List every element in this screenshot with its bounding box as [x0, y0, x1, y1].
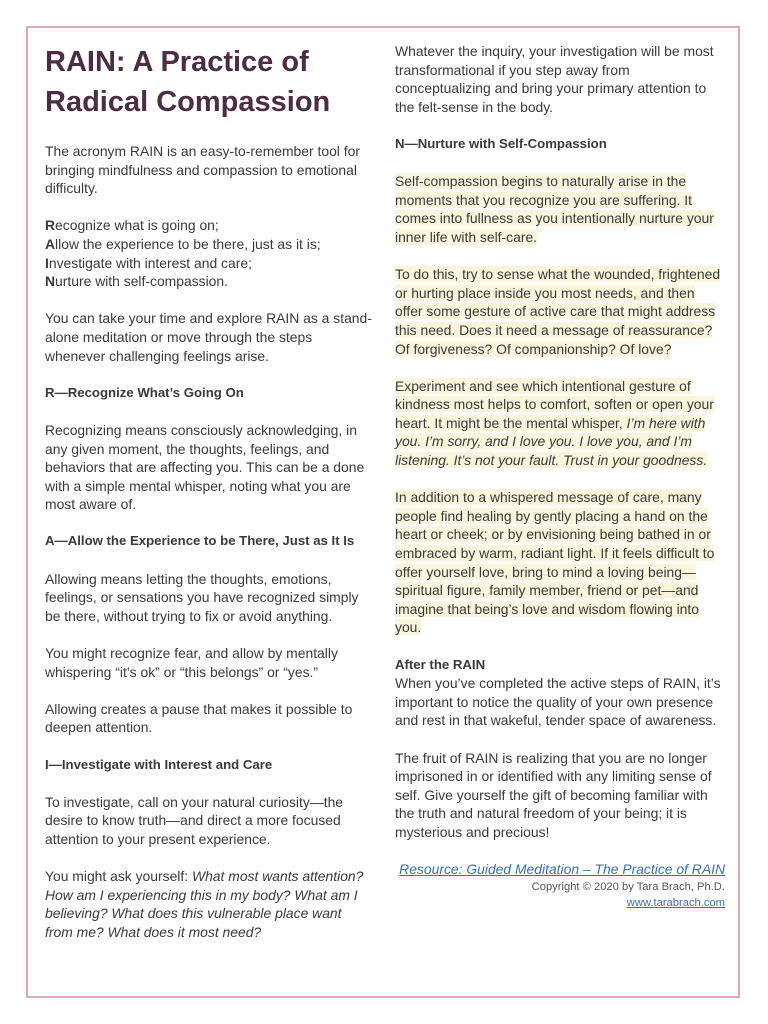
acronym-line-n: Nurture with self-compassion. — [45, 273, 228, 290]
website-link[interactable]: www.tarabrach.com — [626, 896, 725, 909]
investigate-body-1: To investigate, call on your natural curiosity—the desire to know truth—and direct a more focused attention to your present experience. — [45, 793, 344, 847]
acronym-line-i: Investigate with interest and care; — [45, 254, 252, 271]
nurture-body-4: In addition to a whispered message of care, many people find healing by gently placing a hand on the heart or cheek; or by envisioning being bathed in or embraced by warm, radiant light. If it feels difficult to offer yourself love, bring to mind a loving being—spiritual figure, family member, friend or pet—and imagine that being’s love and wisdom flowing into you. — [395, 489, 715, 636]
nurture-body-1: Self-compassion begins to naturally arise in the moments that you recognize you are suffering. It comes into fullness as you intentionally nurture your inner life with self-care. — [395, 173, 714, 245]
nurture-body-3: Experiment and see which intentional gesture of kindness most helps to comfort, soften or open your heart. It might be the mental whisper, I’m here with you. I’m sorry, and I love you. I love you, and I’m listening. It’s not your fault. Trust in your goodness. — [395, 377, 714, 469]
allow-heading: A—Allow the Experience to be There, Just as It Is — [45, 533, 355, 549]
after-body: When you’ve completed the active steps of RAIN, it’s important to notice the quality of your own presence and rest in that wakeful, tender space of awareness. — [395, 675, 721, 729]
copyright-text: Copyright © 2020 by Tara Brach, Ph.D. — [531, 880, 725, 893]
left-column — [45, 42, 373, 942]
acronym-list — [45, 216, 373, 290]
inquiry-paragraph: Whatever the inquiry, your investigation will be most transformational if you step away from conceptualizing and bring your primary attention to the felt-sense in the body. — [395, 43, 714, 115]
allow-body-3: Allowing creates a pause that makes it possible to deepen attention. — [45, 700, 353, 736]
page-title: RAIN: A Practice of Radical Compassion — [45, 46, 331, 118]
allow-body-2: You might recognize fear, and allow by mentally whispering “it’s ok” or “this belongs” or “yes.” — [45, 645, 338, 680]
nurture-heading: N—Nurture with Self-Compassion — [395, 135, 607, 151]
acronym-line-a: Allow the experience to be there, just as it is; — [45, 235, 321, 252]
nurture-body-2: To do this, try to sense what the wounded, frightened or hurting place inside you most needs, and then offer some gesture of active care that might address this need. Does it need a message of reassurance? Of forgiveness? Of companionship? Of love? — [395, 266, 721, 357]
fruit-paragraph: The fruit of RAIN is realizing that you are no longer imprisoned in or identified with any limiting sense of self. Give yourself the gift of becoming familiar with the truth and natural freedom of your being; it is mysterious and precious! — [395, 749, 712, 840]
copyright-block — [395, 879, 725, 911]
resource-link[interactable]: Resource: Guided Meditation – The Practice of RAIN — [399, 861, 725, 878]
acronym-line-r: Recognize what is going on; — [45, 217, 219, 234]
allow-body-1: Allowing means letting the thoughts, emotions, feelings, or sensations you have recognized simply be there, without trying to fix or avoid anything. — [45, 570, 359, 624]
after-heading: After the RAIN — [395, 656, 486, 672]
recognize-heading: R—Recognize What’s Going On — [45, 384, 244, 400]
standalone-paragraph: You can take your time and explore RAIN as a stand-alone meditation or move through the steps whenever challenging feelings arise. — [45, 310, 372, 364]
investigate-body-2: You might ask yourself: What most wants attention? How am I experiencing this in my body? What am I believing? What does this vulnerable place want from me? What does it most need? — [45, 868, 364, 940]
investigate-heading: I—Investigate with Interest and Care — [45, 756, 273, 772]
recognize-body: Recognizing means consciously acknowledging, in any given moment, the thoughts, feelings, and behaviors that are affecting you. This can be a done with a simple mental whisper, noting what you are most aware of. — [45, 421, 365, 513]
intro-paragraph: The acronym RAIN is an easy-to-remember tool for bringing mindfulness and compassion to emotional difficulty. — [45, 143, 360, 197]
right-column — [395, 42, 725, 911]
